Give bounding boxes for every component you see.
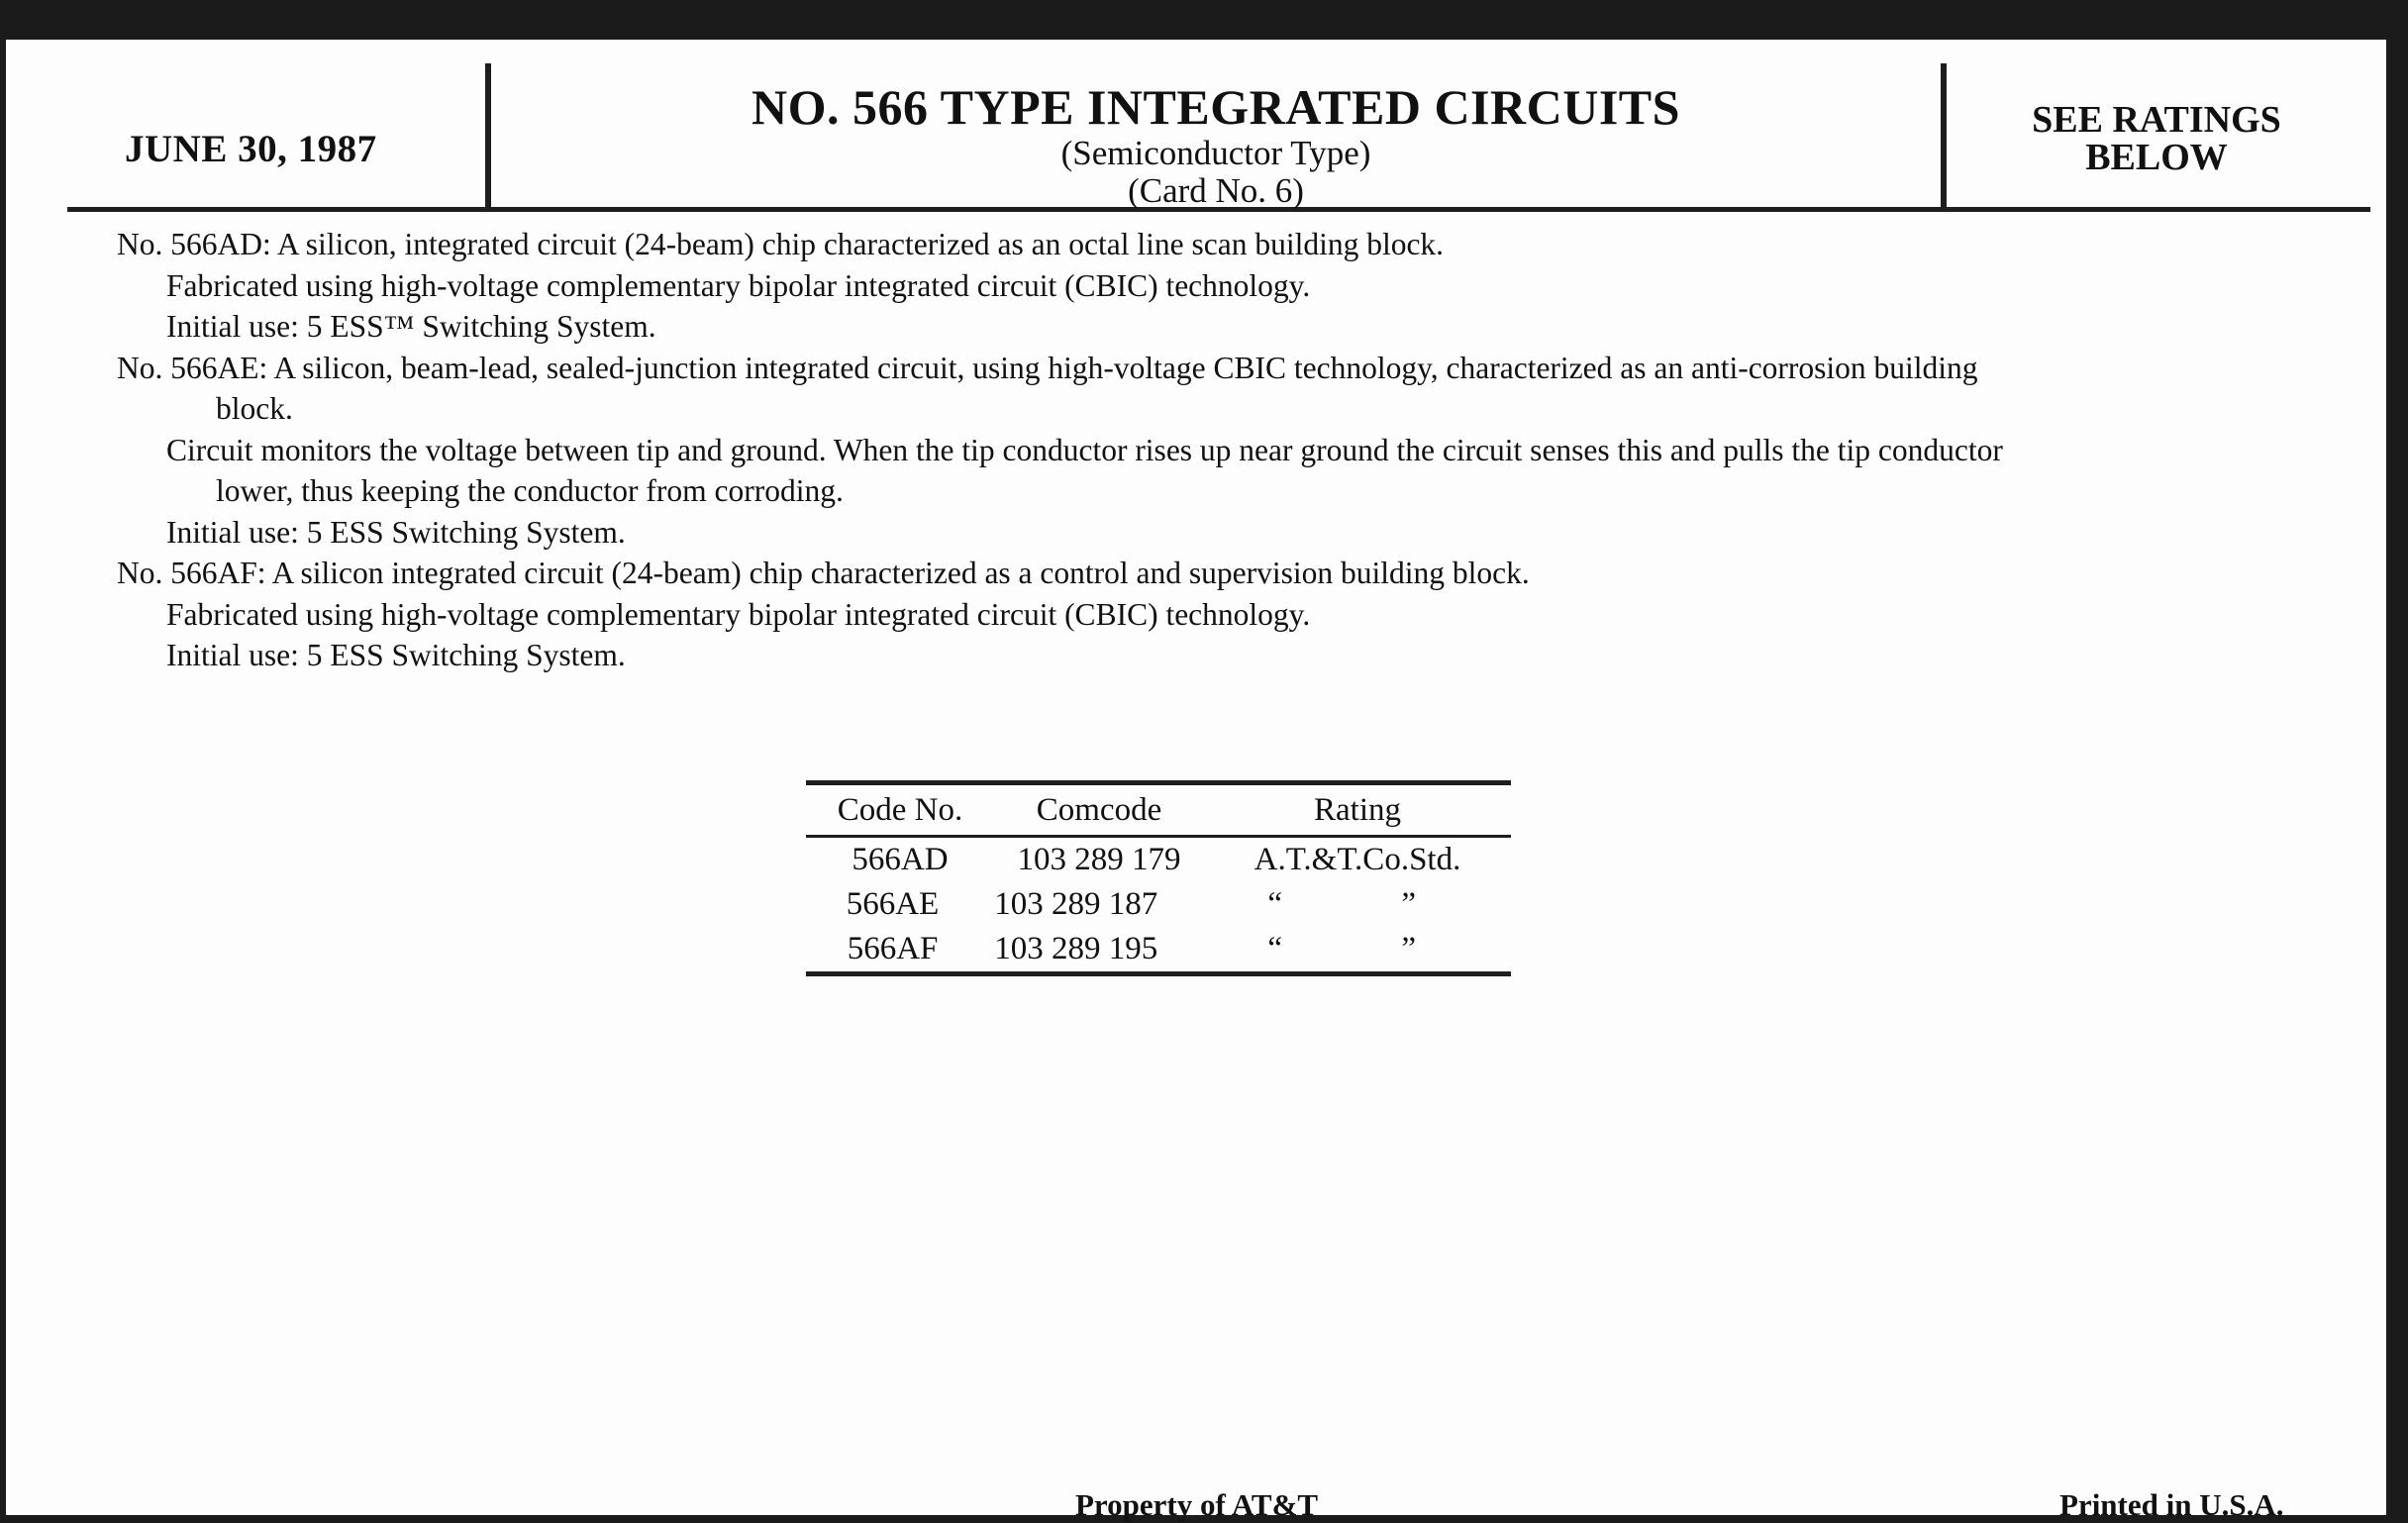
column-header-rating: Rating bbox=[1314, 791, 1401, 828]
desc-566af-line1: No. 566AF: A silicon integrated circuit (24-beam) chip characterized as a control and supervision building block. bbox=[117, 556, 1530, 590]
description-body bbox=[117, 224, 2335, 676]
ratings-note-line1: SEE RATINGS bbox=[2032, 99, 2281, 141]
cell-comcode: 103 289 179 bbox=[1017, 842, 1181, 877]
scan-border-top bbox=[0, 0, 2408, 40]
footer-property: Property of AT&T bbox=[1075, 1487, 1319, 1522]
cell-code: 566AD bbox=[852, 842, 949, 877]
subtitle-card: (Card No. 6) bbox=[1128, 171, 1304, 210]
desc-566ae-line5: Initial use: 5 ESS Switching System. bbox=[166, 514, 626, 550]
cell-code: 566AF bbox=[847, 931, 939, 966]
issue-date: JUNE 30, 1987 bbox=[125, 128, 377, 170]
table-row bbox=[806, 882, 1511, 927]
column-header-comcode: Comcode bbox=[1036, 791, 1162, 828]
ratings-note-line2: BELOW bbox=[2085, 137, 2228, 178]
table-header-row bbox=[806, 785, 1511, 838]
subtitle-type: (Semiconductor Type) bbox=[1060, 134, 1371, 172]
desc-566ae-line4: lower, thus keeping the conductor from corroding. bbox=[216, 473, 844, 508]
desc-566ae-line2: block. bbox=[216, 391, 293, 426]
column-header-code: Code No. bbox=[837, 791, 963, 828]
desc-566ad-line2: Fabricated using high-voltage complementary bipolar integrated circuit (CBIC) technology. bbox=[166, 267, 1311, 303]
desc-566ae-line1: No. 566AE: A silicon, beam-lead, sealed-junction integrated circuit, using high-voltage CBIC technology, characterized as an anti-corrosion building bbox=[117, 350, 1978, 385]
table-row bbox=[806, 838, 1511, 882]
title-block bbox=[493, 79, 1939, 210]
document-card bbox=[6, 40, 2386, 1522]
page-title: NO. 566 TYPE INTEGRATED CIRCUITS bbox=[752, 79, 1680, 135]
ratings-note bbox=[1949, 101, 2364, 176]
desc-566af-line3: Initial use: 5 ESS Switching System. bbox=[166, 638, 626, 672]
desc-566af-line2: Fabricated using high-voltage complementary bipolar integrated circuit (CBIC) technology. bbox=[166, 596, 1311, 632]
cell-comcode: 103 289 195 bbox=[994, 931, 1158, 966]
table-row bbox=[806, 927, 1511, 971]
desc-566ad-line1: No. 566AD: A silicon, integrated circuit (24-beam) chip characterized as an octal line scan building block. bbox=[117, 227, 1445, 261]
desc-566ad-line3: Initial use: 5 ESS™ Switching System. bbox=[166, 309, 656, 344]
ratings-table bbox=[806, 780, 1511, 976]
header-divider-left bbox=[485, 63, 491, 210]
cell-code: 566AE bbox=[846, 886, 940, 922]
cell-rating-ditto: “ ” bbox=[1267, 931, 1471, 966]
cell-rating: A.T.&T.Co.Std. bbox=[1254, 842, 1461, 877]
cell-comcode: 103 289 187 bbox=[994, 886, 1158, 922]
scan-border-right bbox=[2386, 0, 2408, 1515]
desc-566ae-line3: Circuit monitors the voltage between tip and ground. When the tip conductor rises up near ground the circuit senses this and pulls the tip conductor bbox=[166, 432, 2003, 467]
cell-rating-ditto: “ ” bbox=[1267, 886, 1471, 922]
footer-printed: Printed in U.S.A. bbox=[2059, 1487, 2284, 1522]
header-divider-right bbox=[1941, 63, 1947, 210]
